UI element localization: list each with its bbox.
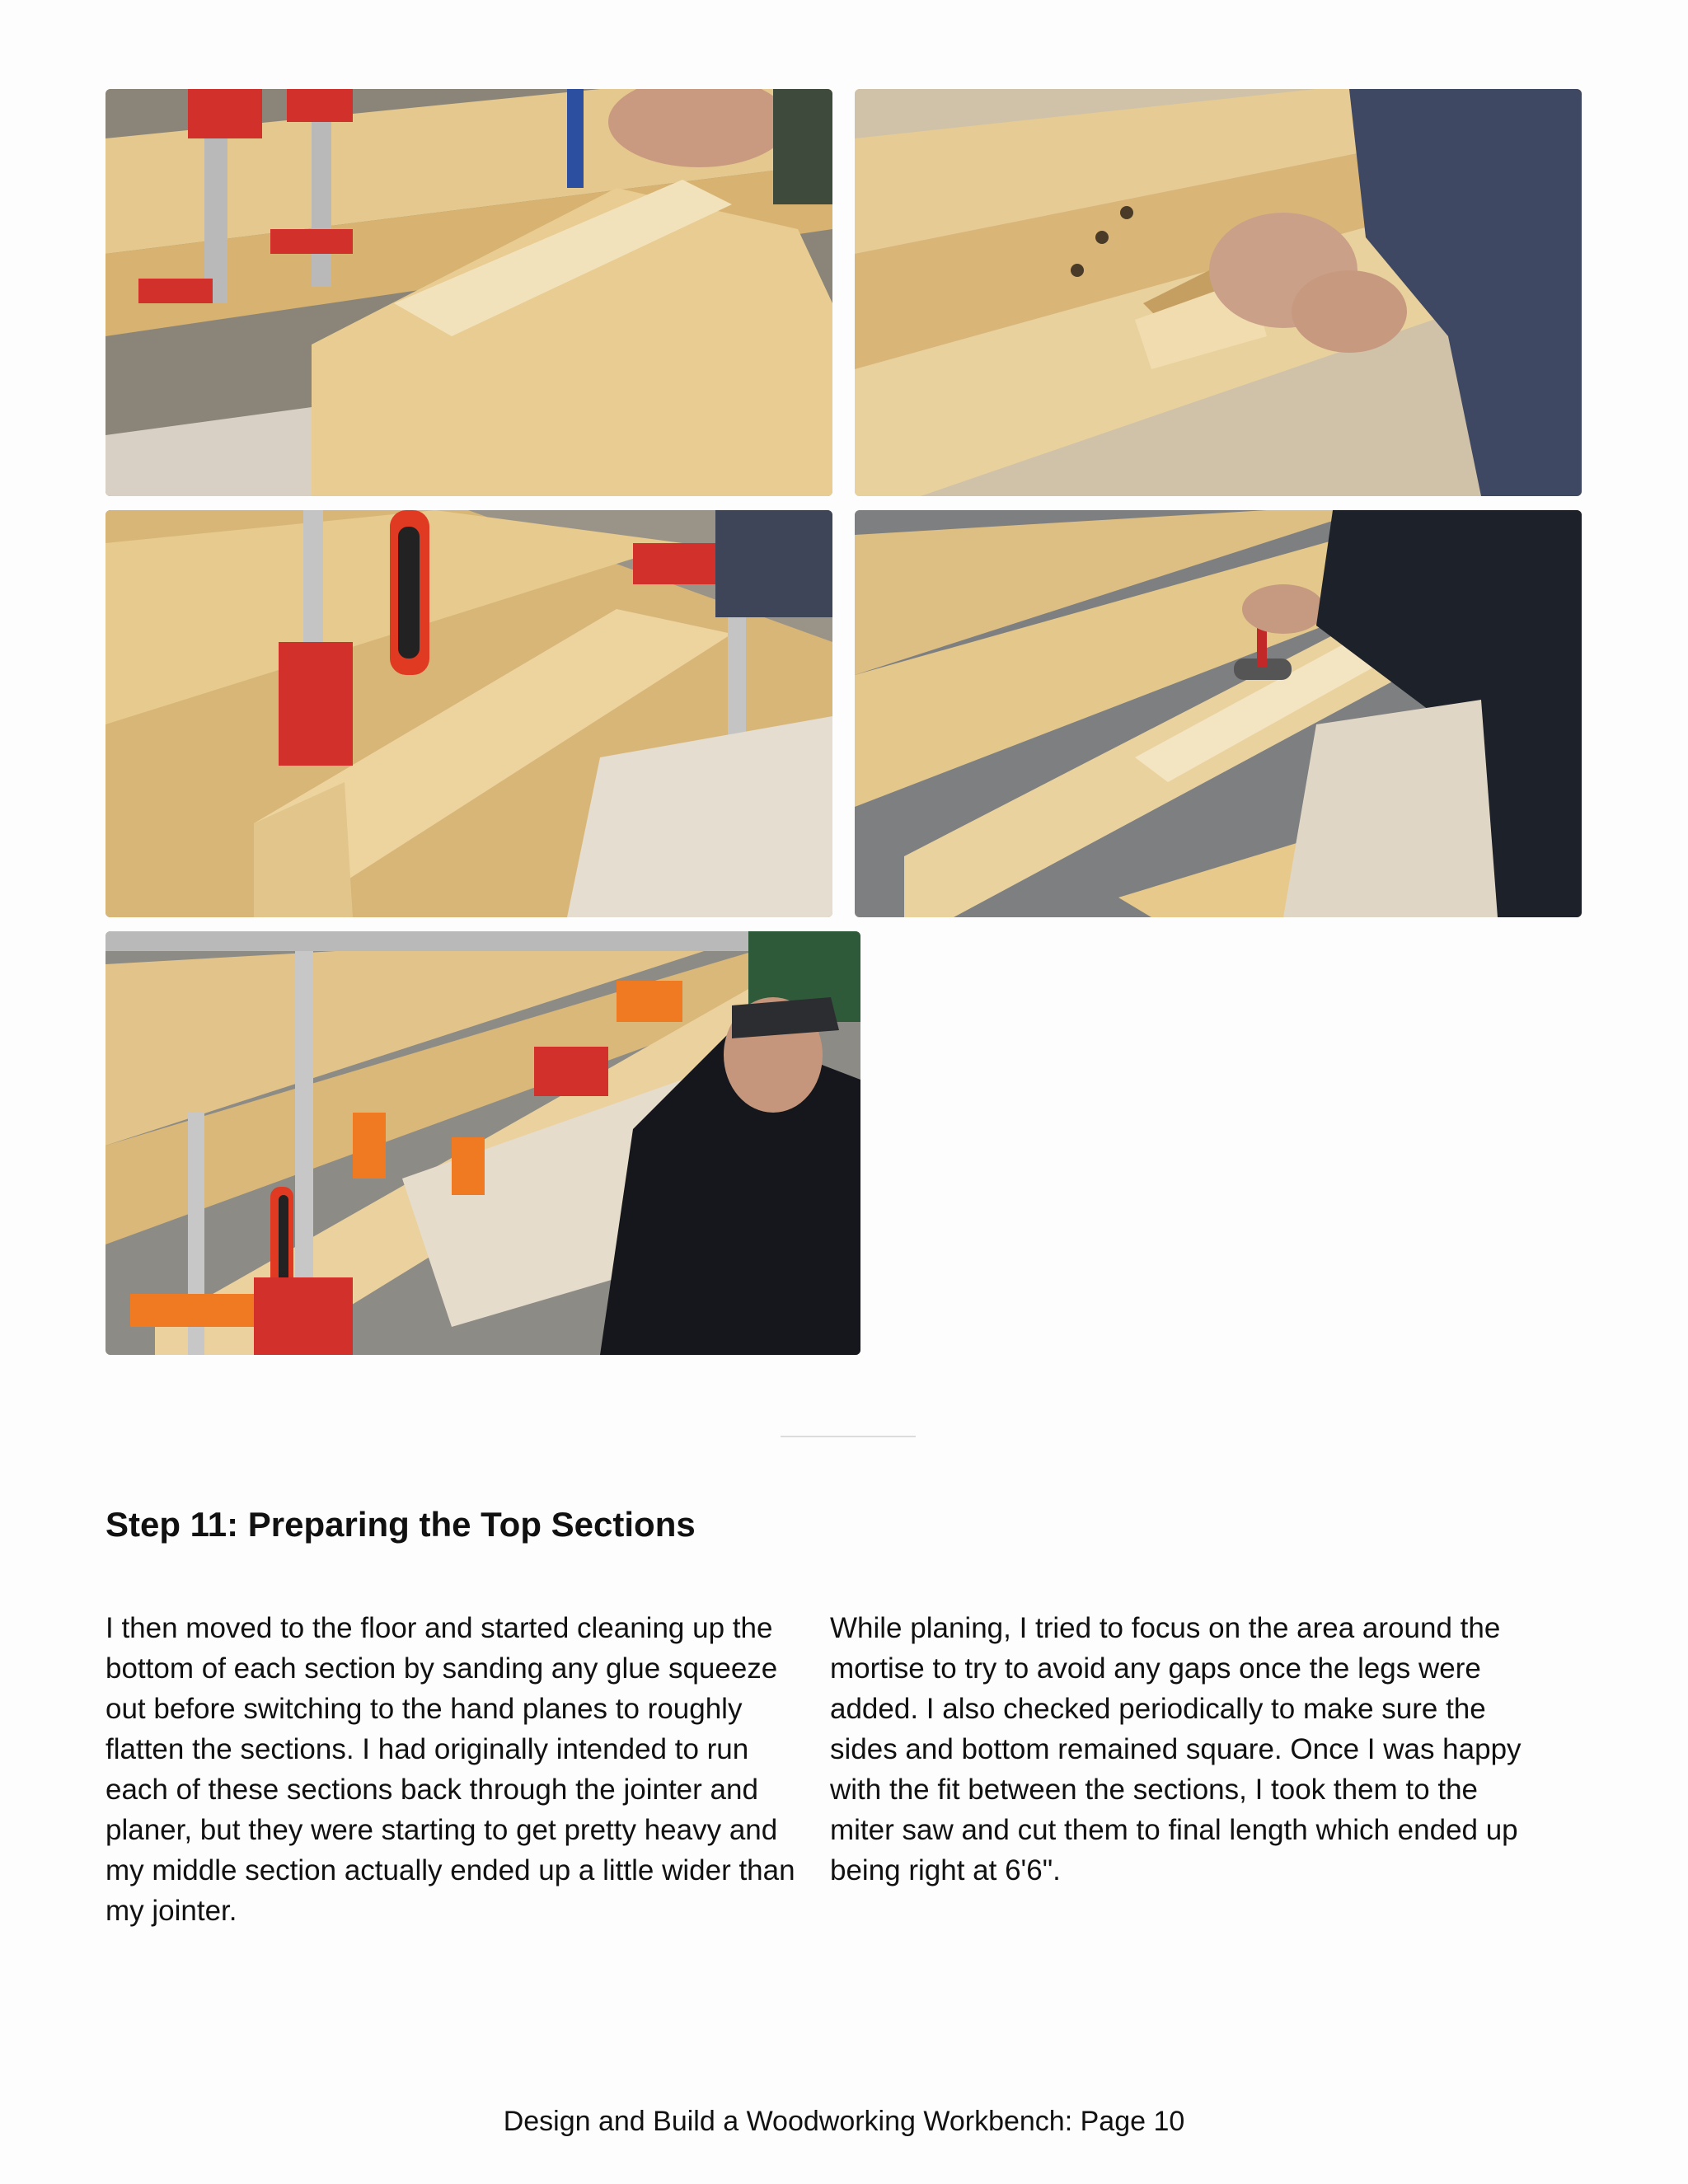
photo-rolling-glue <box>855 510 1582 917</box>
photo-clamped-sections <box>106 510 832 917</box>
photo-5-illustration <box>106 931 860 1355</box>
photo-glue-brushing <box>106 89 832 496</box>
photo-3-illustration <box>106 510 832 917</box>
photo-clamping-top <box>106 931 860 1355</box>
photo-1-illustration <box>106 89 832 496</box>
page-footer: Design and Build a Woodworking Workbench: Page 10 <box>503 2106 1185 2137</box>
section-divider <box>781 1436 916 1437</box>
photo-fitting-block <box>855 89 1582 496</box>
step-paragraph-left: I then moved to the floor and started cleaning up the bottom of each section by sanding any glue squeeze out before switching to the hand planes to roughly flatten the sections. I had originally intended to run each of these sections back through the jointer and planer, but they were starting to get pretty heavy and my middle section actually ended up a little wider than my jointer. <box>106 1612 795 1927</box>
step-paragraph-right: While planing, I tried to focus on the area around the mortise to try to avoid any gaps once the legs were added. I also checked periodically to make sure the sides and bottom remained square. Once I was happy with the fit between the sections, I took them to the miter saw and cut them to final length which ended up being right at 6'6". <box>830 1612 1522 1886</box>
step-title: Step 11: Preparing the Top Sections <box>106 1505 696 1544</box>
photo-4-illustration <box>855 510 1582 917</box>
photo-2-illustration <box>855 89 1582 496</box>
